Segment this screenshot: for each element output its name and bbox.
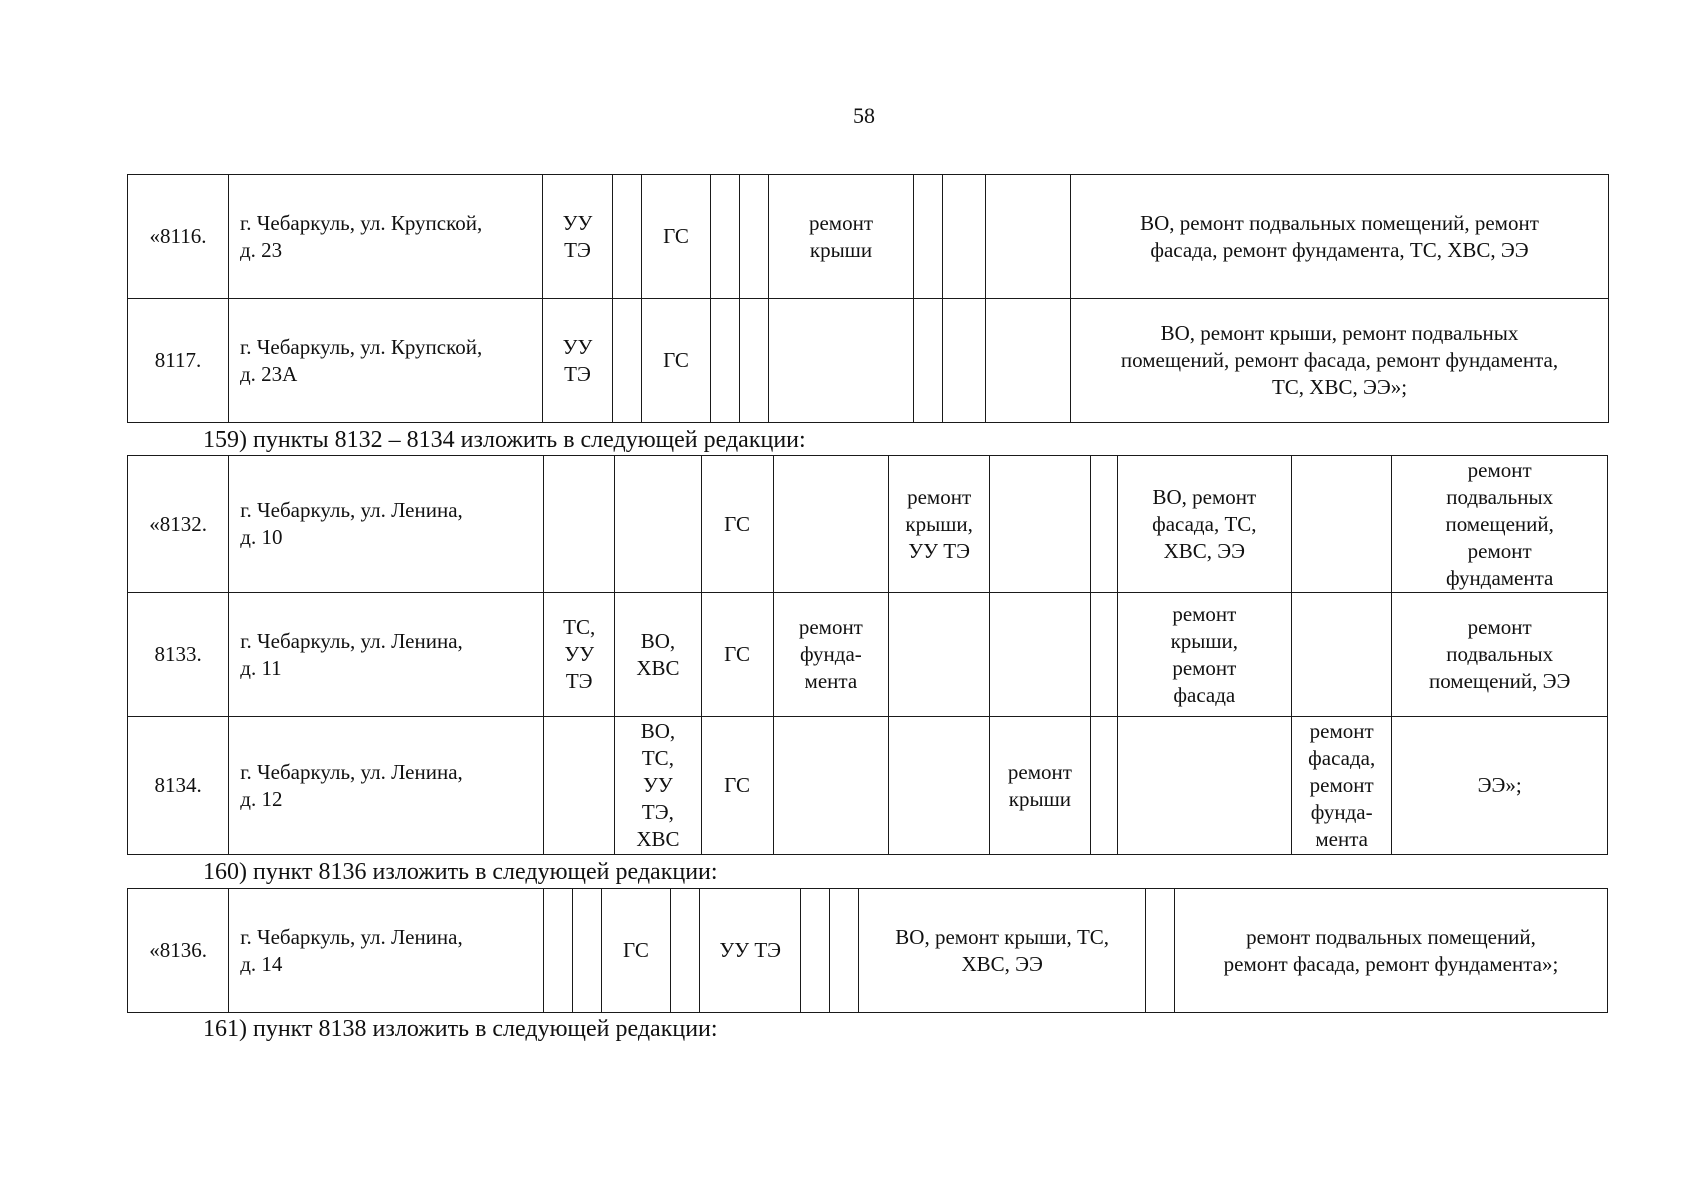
cell: ремонт крыши (769, 175, 914, 299)
cell: ремонт крыши (990, 717, 1090, 855)
table-row (128, 593, 1608, 717)
cell (671, 889, 700, 1013)
cell: ГС (642, 299, 711, 423)
cell (711, 175, 740, 299)
amendment-heading-161: 161) пункт 8138 изложить в следующей редакции: (203, 1016, 718, 1042)
cell (544, 456, 615, 593)
cell (889, 717, 990, 855)
table-items-8116-8117 (127, 174, 1609, 423)
cell: ремонт фунда- мента (773, 593, 888, 717)
cell (914, 299, 943, 423)
cell (830, 889, 859, 1013)
cell (613, 299, 642, 423)
cell: ЭЭ»; (1392, 717, 1608, 855)
table-row (128, 889, 1608, 1013)
cell (990, 456, 1090, 593)
cell (544, 717, 615, 855)
table-items-8132-8134 (127, 455, 1608, 855)
cell (773, 717, 888, 855)
amendment-heading-159: 159) пункты 8132 – 8134 изложить в следующей редакции: (203, 427, 806, 453)
address: г. Чебаркуль, ул. Ленина, д. 12 (229, 717, 544, 855)
cell (740, 299, 769, 423)
cell: ВО, ХВС (615, 593, 701, 717)
table-row (128, 175, 1609, 299)
item-number: «8116. (128, 175, 229, 299)
cell: ремонт подвальных помещений, ремонт фундамента (1392, 456, 1608, 593)
cell (773, 456, 888, 593)
cell: ВО, ремонт крыши, ремонт подвальных помещений, ремонт фасада, ремонт фундамента, ТС, ХВС, ЭЭ»; (1071, 299, 1609, 423)
cell: ГС (701, 717, 773, 855)
cell: УУ ТЭ (700, 889, 801, 1013)
cell (1090, 593, 1117, 717)
cell: ВО, ремонт крыши, ТС, ХВС, ЭЭ (859, 889, 1146, 1013)
cell: ремонт подвальных помещений, ремонт фасада, ремонт фундамента»; (1175, 889, 1608, 1013)
cell: ремонт подвальных помещений, ЭЭ (1392, 593, 1608, 717)
cell: ВО, ремонт фасада, ТС, ХВС, ЭЭ (1117, 456, 1291, 593)
cell (711, 299, 740, 423)
table-row (128, 717, 1608, 855)
item-number: «8132. (128, 456, 229, 593)
table-row (128, 299, 1609, 423)
cell (990, 593, 1090, 717)
cell: ремонт крыши, УУ ТЭ (889, 456, 990, 593)
cell: ГС (701, 456, 773, 593)
cell (889, 593, 990, 717)
cell (543, 889, 572, 1013)
cell: ремонт фасада, ремонт фунда- мента (1292, 717, 1392, 855)
amendment-heading-160: 160) пункт 8136 изложить в следующей редакции: (203, 859, 718, 885)
cell (1292, 593, 1392, 717)
cell (1117, 717, 1291, 855)
cell (1145, 889, 1174, 1013)
address: г. Чебаркуль, ул. Ленина, д. 14 (229, 889, 544, 1013)
cell (943, 299, 986, 423)
cell (572, 889, 601, 1013)
address: г. Чебаркуль, ул. Ленина, д. 10 (229, 456, 544, 593)
item-number: «8136. (128, 889, 229, 1013)
address: г. Чебаркуль, ул. Крупской, д. 23 (229, 175, 543, 299)
item-number: 8117. (128, 299, 229, 423)
cell (615, 456, 701, 593)
cell (914, 175, 943, 299)
cell (769, 299, 914, 423)
cell: ГС (701, 593, 773, 717)
cell: ГС (601, 889, 670, 1013)
cell (986, 175, 1071, 299)
cell: ГС (642, 175, 711, 299)
cell: ремонт крыши, ремонт фасада (1117, 593, 1291, 717)
item-number: 8133. (128, 593, 229, 717)
page-number: 58 (853, 103, 875, 128)
cell: ВО, ремонт подвальных помещений, ремонт фасада, ремонт фундамента, ТС, ХВС, ЭЭ (1071, 175, 1609, 299)
cell: ВО, ТС, УУ ТЭ, ХВС (615, 717, 701, 855)
cell (943, 175, 986, 299)
cell (986, 299, 1071, 423)
address: г. Чебаркуль, ул. Крупской, д. 23А (229, 299, 543, 423)
cell (1090, 717, 1117, 855)
cell: ТС, УУ ТЭ (544, 593, 615, 717)
address: г. Чебаркуль, ул. Ленина, д. 11 (229, 593, 544, 717)
item-number: 8134. (128, 717, 229, 855)
cell (613, 175, 642, 299)
cell (740, 175, 769, 299)
cell (1292, 456, 1392, 593)
cell (801, 889, 830, 1013)
cell: УУ ТЭ (543, 299, 613, 423)
cell (1090, 456, 1117, 593)
table-row (128, 456, 1608, 593)
cell: УУ ТЭ (543, 175, 613, 299)
table-item-8136 (127, 888, 1608, 1013)
